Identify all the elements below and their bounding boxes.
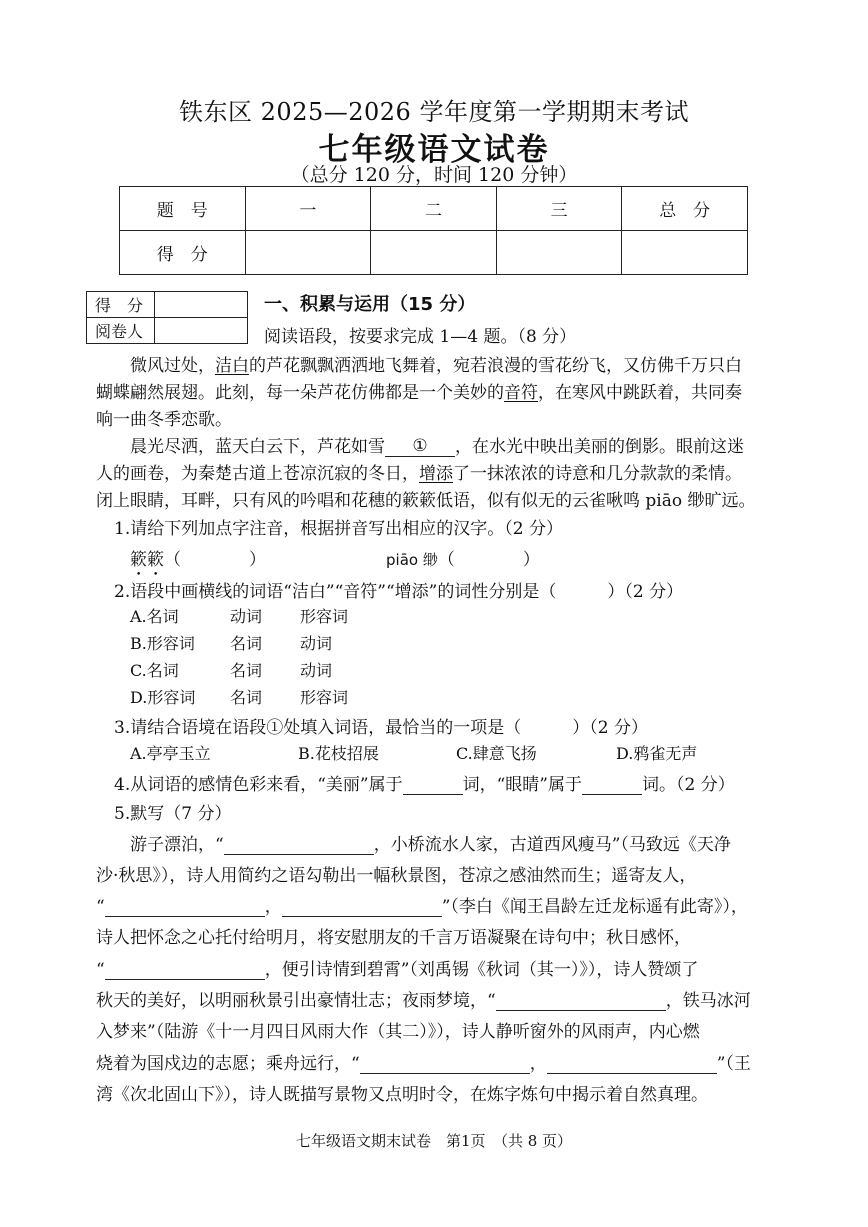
q3-option-b[interactable]: B.花枝招展 [298,744,379,763]
q2-option-d-word: 名词 [230,688,263,707]
q5-line: 入梦来”（陆游《十一月四日风雨大作（其二）》），诗人静听窗外的风雨声，内心燃 [96,1022,700,1042]
fill-blank[interactable] [224,834,374,855]
grader-box [86,291,248,344]
fill-blank[interactable] [105,959,265,980]
q5-line: “ ， ”（李白《闻王昌龄左迁龙标遥有此寄》）， [96,897,748,917]
score-cell[interactable] [496,231,622,275]
q5-line: 沙·秋思》），诗人用简约之语勾勒出一幅秋景图，苍凉之感油然而生；遥寄友人， [96,866,697,886]
fill-blank[interactable] [403,774,463,795]
q2-option-a[interactable]: A.名词 [130,607,179,626]
score-table-header-cell: 总 分 [622,187,748,231]
score-cell[interactable] [245,231,371,275]
score-table-score-row [120,231,748,275]
q2-option-b-word: 动词 [300,634,333,653]
score-table-header-cell: 一 [245,187,371,231]
underlined-word: 音符 [504,383,538,403]
question-1-item-b: piāo 缈（ ） [386,550,540,570]
fill-blank[interactable] [547,1053,717,1074]
score-table-row-label: 得 分 [120,231,246,275]
exam-score-time: （总分 120 分，时间 120 分钟） [290,164,578,186]
passage-line: 蝴蝶翩然展翅。此刻，每一朵芦花仿佛都是一个美妙的音符，在寒风中跳跃着，共同奏 [96,383,742,403]
question-4: 4.从词语的感情色彩来看，“美丽”属于 词，“眼睛”属于 词。（2 分） [114,775,735,795]
underlined-word: 洁白 [215,356,249,376]
score-table-header-cell: 三 [496,187,622,231]
section-intro: 阅读语段，按要求完成 1—4 题。（8 分） [264,327,577,347]
q5-line: 烧着为国戍边的志愿；乘舟远行，“ ， ”（王 [96,1054,751,1074]
grader-score-label: 得 分 [87,292,155,318]
q3-option-d[interactable]: D.鸦雀无声 [616,744,698,763]
q2-option-d-word: 形容词 [300,688,349,707]
passage-line: 响一曲冬季恋歌。 [96,410,232,430]
q3-option-a[interactable]: A.亭亭玉立 [130,744,211,763]
passage-line: 微风过处，洁白的芦花飘飘洒洒地飞舞着，宛若浪漫的雪花纷飞，又仿佛千万只白 [130,356,742,376]
q5-line: “ ，便引诗情到碧霄”（刘禹锡《秋词（其一）》），诗人赞颂了 [96,960,699,980]
page-footer: 七年级语文期末试卷 第1页 （共 8 页） [295,1132,573,1150]
q2-option-c[interactable]: C.名词 [130,661,179,680]
q5-line: 秋天的美好，以明丽秋景引出豪情壮志；夜雨梦境，“ ，铁马冰河 [96,991,751,1011]
passage-line: 晨光尽洒，蓝天白云下，芦花如雪 ① ，在水光中映出美丽的倒影。眼前这迷 [130,436,744,457]
fill-blank[interactable] [582,774,642,795]
question-1: 1.请给下列加点字注音，根据拼音写出相应的汉字。（2 分） [114,519,563,539]
exam-title: 七年级语文试卷 [318,132,550,168]
grader-name-cell[interactable] [155,318,248,344]
fill-blank[interactable] [105,896,265,917]
question-5-title: 5.默写（7 分） [114,804,232,824]
q2-option-a-word: 形容词 [300,607,349,626]
score-table [119,186,748,275]
passage-line: 闭上眼睛，耳畔，只有风的吟唱和花穗的簌簌低语，似有似无的云雀啾鸣 piāo 缈旷远。 [96,491,756,511]
score-table-header-row [120,187,748,231]
score-table-header-cell: 二 [371,187,497,231]
question-3: 3.请结合语境在语段①处填入词语，最恰当的一项是（ ）（2 分） [114,718,648,738]
q2-option-b-word: 名词 [230,634,263,653]
answer-paren[interactable]: （ ） [437,550,540,570]
score-cell[interactable] [622,231,748,275]
q3-option-c[interactable]: C.肆意飞扬 [456,744,537,763]
q2-option-c-word: 动词 [300,661,333,680]
q5-line: 湾《次北固山下》），诗人既描写景物又点明时令，在炼字炼句中揭示着自然真理。 [96,1085,708,1105]
passage-line: 人的画卷，为秦楚古道上苍凉沉寂的冬日，增添了一抹浓浓的诗意和几分款款的柔情。 [96,464,742,484]
q5-line: 诗人把怀念之心托付给明月，将安慰朋友的千言万语凝聚在诗句中；秋日感怀， [96,928,691,948]
underlined-word: 增添 [419,464,453,484]
grader-name-label: 阅卷人 [87,318,155,344]
question-1-item-a: 簌簌（ ） [130,550,266,570]
grader-score-cell[interactable] [155,292,248,318]
fill-blank[interactable] [496,990,666,1011]
question-2: 2.语段中画横线的词语“洁白”“音符”“增添”的词性分别是（ ）（2 分） [114,582,684,602]
score-table-header-cell: 题 号 [120,187,246,231]
q2-option-b[interactable]: B.形容词 [130,634,195,653]
section-title: 一、积累与运用（15 分） [264,294,476,315]
answer-paren[interactable]: （ ） [164,550,266,570]
fill-blank[interactable] [360,1053,530,1074]
exam-header-line1: 铁东区 2025—2026 学年度第一学期期末考试 [179,98,689,126]
fill-blank-1[interactable]: ① [385,436,455,457]
q2-option-c-word: 名词 [230,661,263,680]
fill-blank[interactable] [282,896,442,917]
q2-option-d[interactable]: D.形容词 [130,688,196,707]
q2-option-a-word: 动词 [230,607,263,626]
q5-line: 游子漂泊，“ ，小桥流水人家，古道西风瘦马”（马致远《天净 [130,835,731,855]
score-cell[interactable] [371,231,497,275]
